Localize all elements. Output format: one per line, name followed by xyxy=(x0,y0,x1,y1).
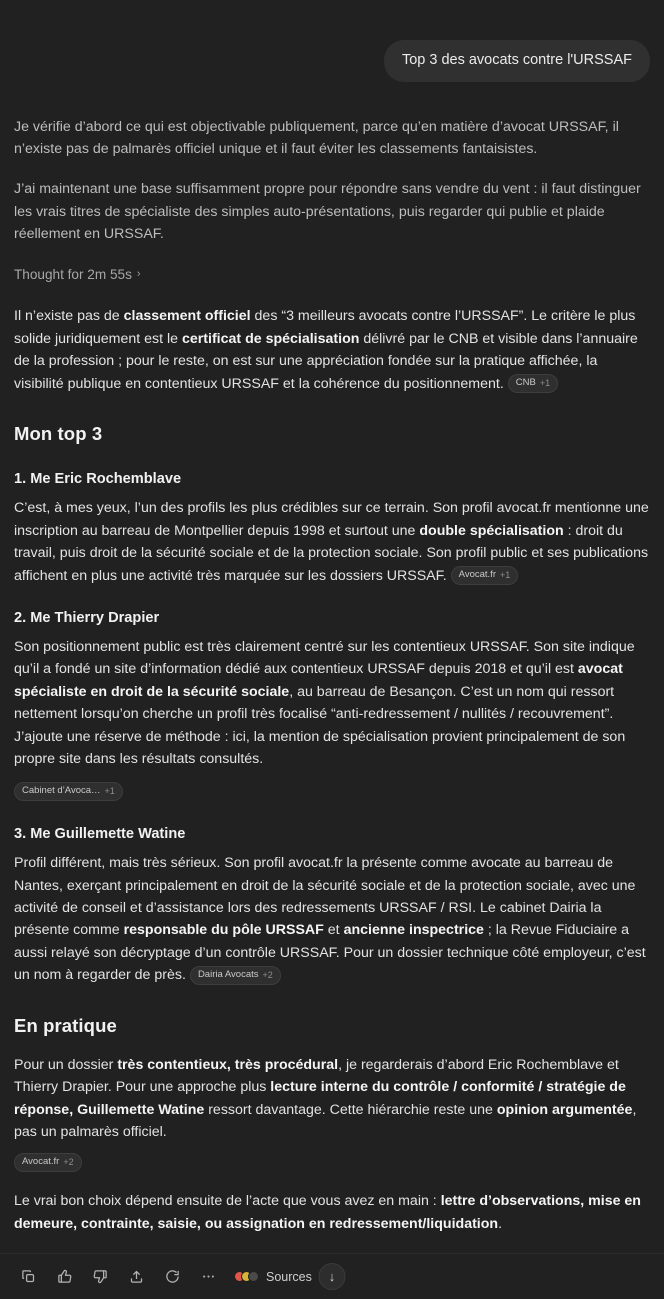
practice-text-3: ressort davantage. Cette hiérarchie reste une xyxy=(204,1101,497,1118)
entry-paragraph-1 xyxy=(14,497,650,587)
entry-1-text-2: : droit du travail, puis droit de la sécurité sociale et de la protection sociale. Son profil public et ses publications affichent en plus une activité très marquée sur les dossiers URSSAF. xyxy=(14,522,649,584)
citation-chip-extra: +2 xyxy=(262,970,273,981)
lead-text-3: délivré par le CNB et visible dans l’annuaire de la profession ; pour le reste, on est sur une appréciation fondée sur la pratique affichée, la visibilité publique en contentieux URSSAF et la cohérence du positionnement. xyxy=(14,330,638,392)
entry-3-text-1: Profil différent, mais très sérieux. Son profil avocat.fr la présente comme avocate au barreau de Nantes, exerçant principalement en droit de la sécurité sociale et de la protection sociale, avec une activité de conseil et d’assistance lors des redressements URSSAF / RSI. Le cabinet Dairia la présente comme xyxy=(14,855,636,939)
citation-chip-label: Avocat.fr xyxy=(458,569,496,581)
lead-bold-2: certificat de spécialisation xyxy=(181,330,360,347)
more-options-icon[interactable] xyxy=(198,1267,218,1287)
closing-text-2: . xyxy=(498,1215,503,1232)
practice-text-2: , je regarderais d’abord Eric Rochemblave et Thierry Drapier. Pour une approche plus xyxy=(14,1056,619,1096)
practice-bold-3: opinion argumentée xyxy=(496,1101,633,1118)
entry-3-text-3: ; la Revue Fiduciaire a aussi relayé son décryptage d’un contrôle URSSAF. Pour un dossier technique côté employeur, c’est un nom à regarder de près. xyxy=(14,922,646,984)
assistant-message xyxy=(14,116,650,1235)
source-avatar-3 xyxy=(248,1271,259,1282)
user-message-bubble: Top 3 des avocats contre l'URSSAF xyxy=(384,40,650,82)
lead-text-2: des “3 meilleurs avocats contre l’URSSAF”. Le critère le plus solide juridiquement est le xyxy=(14,308,636,347)
entry-heading-2: 2. Me Thierry Drapier xyxy=(14,609,160,626)
entry-paragraph-3 xyxy=(14,852,650,987)
entry-2-text-2: , au barreau de Besançon. C’est un nom qui ressort nettement lorsqu’on cherche un profil très focalisé “anti-redressement / nullités / recouvrement”. J’ajoute une réserve de méthode : ici, la mention de spécialisation provient principalement de son propre site dans les résultats consultés. xyxy=(14,683,626,768)
citation-chip-extra: +2 xyxy=(63,1157,74,1168)
entry-2-bold-1: avocat spécialiste en droit de la sécurité sociale xyxy=(14,661,623,700)
citation-chip-label: Avocat.fr xyxy=(22,1156,60,1168)
section-heading-top3: Mon top 3 xyxy=(14,422,103,444)
copy-icon[interactable] xyxy=(18,1267,38,1287)
practice-bold-1: très contentieux, très procédural xyxy=(117,1056,339,1073)
citation-chip-row-2 xyxy=(14,781,650,803)
citation-chip-label: Cabinet d’Avoca… xyxy=(22,785,101,797)
sources-button[interactable] xyxy=(234,1270,312,1284)
citation-chip-extra: +1 xyxy=(104,786,115,797)
entry-2-text-1: Son positionnement public est très clairement centré sur les contentieux URSSAF. Son site indique qu’il a fondé un site d’information dédié aux contentieux URSSAF depuis 2018 et qu’il est xyxy=(14,639,635,678)
regenerate-icon[interactable] xyxy=(162,1267,182,1287)
citation-chip[interactable] xyxy=(508,374,558,393)
user-message-row xyxy=(14,0,650,116)
intro-paragraph-2: J’ai maintenant une base suffisamment propre pour répondre sans vendre du vent : il faut distinguer les vrais titres de spécialiste des simples auto-présentations, puis regarder qui publie et plaide réellement en URSSAF. xyxy=(14,181,641,243)
entry-1-text-1: C’est, à mes yeux, l’un des profils les plus crédibles sur ce terrain. Son profil avocat.fr mentionne une inscription au barreau de Montpellier depuis 1998 et surtout une xyxy=(14,500,649,539)
source-avatars xyxy=(234,1271,259,1282)
chevron-right-icon: › xyxy=(136,267,141,280)
lead-bold-1: classement officiel xyxy=(123,308,251,325)
sources-label: Sources xyxy=(266,1269,312,1284)
citation-chip-extra: +1 xyxy=(539,378,551,389)
practice-paragraph xyxy=(14,1054,650,1144)
entry-heading-1: 1. Me Eric Rochemblave xyxy=(14,471,182,488)
thumbs-up-icon[interactable] xyxy=(54,1267,74,1287)
message-action-toolbar xyxy=(0,1253,664,1299)
entry-3-text-2: et xyxy=(323,922,344,939)
entry-heading-3: 3. Me Guillemette Watine xyxy=(14,826,186,843)
section-heading-practice: En pratique xyxy=(14,1014,117,1036)
citation-chip[interactable] xyxy=(14,1153,82,1172)
citation-chip-row-practice xyxy=(14,1152,650,1174)
practice-bold-2: lecture interne du contrôle / conformité / stratégie de réponse, Guillemette Watine xyxy=(14,1079,626,1118)
scroll-to-bottom-button[interactable] xyxy=(319,1263,346,1290)
closing-paragraph xyxy=(14,1190,650,1235)
lead-paragraph xyxy=(14,305,650,395)
practice-text-1: Pour un dossier xyxy=(14,1056,118,1073)
entry-1-bold-1: double spécialisation xyxy=(419,522,564,539)
closing-bold-1: lettre d’observations, mise en demeure, contrainte, saisie, ou assignation en redressement/liquidation xyxy=(14,1193,641,1232)
share-icon[interactable] xyxy=(126,1267,146,1287)
citation-chip[interactable] xyxy=(190,966,281,985)
thumbs-down-icon[interactable] xyxy=(90,1267,110,1287)
entry-3-bold-1: responsable du pôle URSSAF xyxy=(123,922,324,939)
citation-chip-label: Dairia Avocats xyxy=(197,969,259,981)
thought-duration-label: Thought for 2m 55s xyxy=(14,266,132,282)
citation-chip-label: CNB xyxy=(515,377,536,389)
lead-text-1: Il n’existe pas de xyxy=(14,308,124,325)
thought-duration-toggle[interactable] xyxy=(14,264,650,285)
citation-chip-extra: +1 xyxy=(500,570,511,581)
citation-chip[interactable] xyxy=(14,782,123,801)
entry-paragraph-2 xyxy=(14,636,650,771)
citation-chip[interactable] xyxy=(451,566,519,585)
practice-text-4: , pas un palmarès officiel. xyxy=(14,1101,637,1141)
intro-paragraph-1: Je vérifie d’abord ce qui est objectivable publiquement, parce qu’en matière d’avocat URSSAF, il n’existe pas de palmarès officiel unique et il faut éviter les classements fantaisistes. xyxy=(14,118,619,157)
entry-3-bold-2: ancienne inspectrice xyxy=(343,922,484,939)
arrow-down-icon: ↓ xyxy=(328,1269,336,1285)
closing-text-1: Le vrai bon choix dépend ensuite de l’acte que vous avez en main : xyxy=(14,1193,441,1210)
